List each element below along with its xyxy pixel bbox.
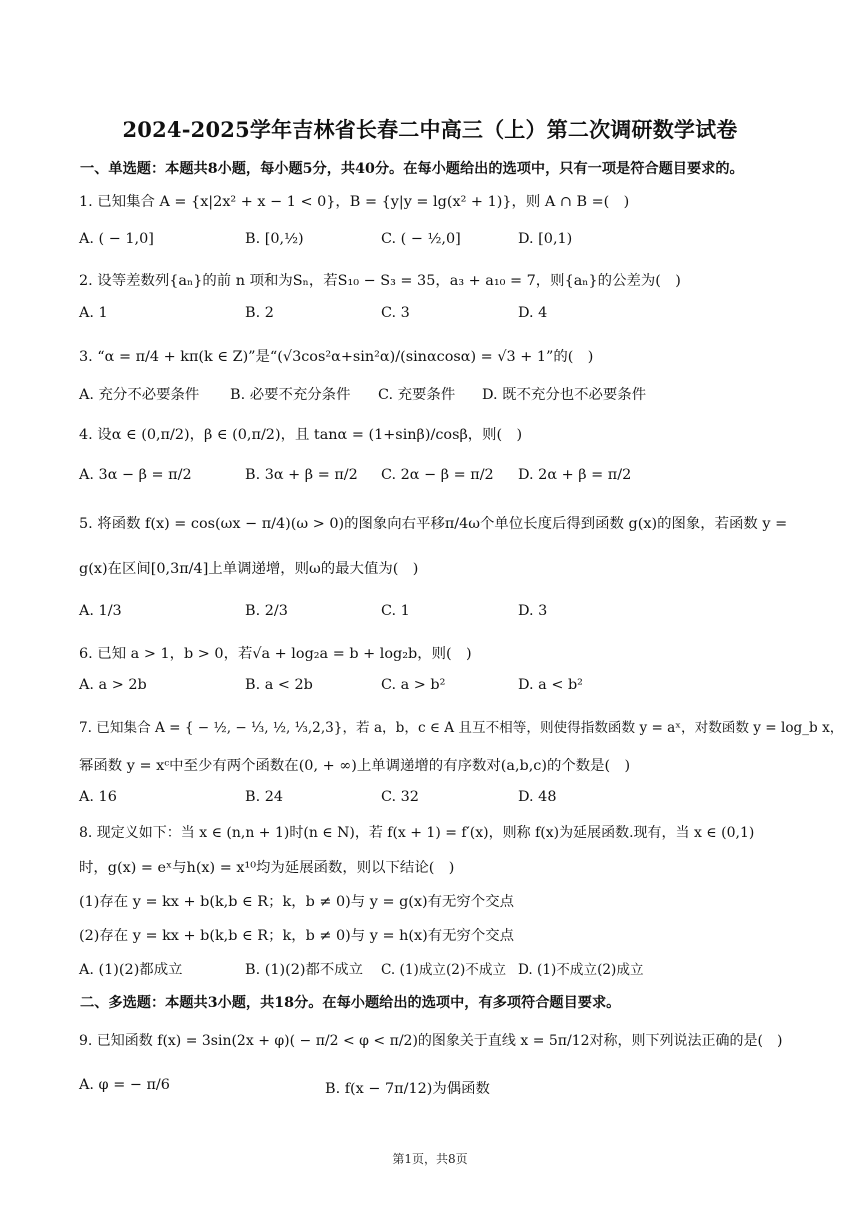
question-6-option-d: D. a < b² [518,677,583,693]
question-2-option-c: C. 3 [381,305,410,321]
question-8-statement-2: (2)存在 y = kx + b(k,b ∈ R；k，b ≠ 0)与 y = h(x)有无穷个交点 [79,928,515,944]
question-4-stem: 4. 设α ∈ (0,π/2)，β ∈ (0,π/2)，且 tanα = (1+sinβ)/cosβ，则( ) [79,427,523,443]
question-3-option-c: C. 充要条件 [378,387,456,403]
question-8-stem-line-1: 8. 现定义如下：当 x ∈ (n,n + 1)时(n ∈ N)，若 f(x + 1) = f′(x)，则称 f(x)为延展函数.现有，当 x ∈ (0,1) [79,825,755,841]
question-8-option-b: B. (1)(2)都不成立 [245,962,364,978]
question-9-stem: 9. 已知函数 f(x) = 3sin(2x + φ)( − π/2 < φ < π/2)的图象关于直线 x = 5π/12对称，则下列说法正确的是( ) [79,1033,783,1049]
question-7-option-c: C. 32 [381,789,419,805]
question-1-option-c: C. ( − ½,0] [381,231,461,247]
question-6-option-c: C. a > b² [381,677,446,693]
question-5-option-d: D. 3 [518,603,548,619]
question-8-statement-1: (1)存在 y = kx + b(k,b ∈ R；k，b ≠ 0)与 y = g(x)有无穷个交点 [79,894,514,910]
question-9-option-a: A. φ = − π/6 [79,1077,170,1093]
page-footer: 第1页，共8页 [392,1152,468,1166]
question-1-option-a: A. ( − 1,0] [79,231,154,247]
question-1-option-b: B. [0,½) [245,231,304,247]
question-7-option-a: A. 16 [79,789,117,805]
question-1-option-d: D. [0,1) [518,231,573,247]
question-3-stem: 3. “α = π/4 + kπ(k ∈ Z)”是“(√3cos²α+sin²α)/(sinαcosα) = √3 + 1”的( ) [79,349,594,365]
question-2-option-d: D. 4 [518,305,548,321]
question-4-option-b: B. 3α + β = π/2 [245,467,358,483]
question-6-option-a: A. a > 2b [79,677,147,693]
question-8-option-a: A. (1)(2)都成立 [79,962,183,978]
question-3-option-b: B. 必要不充分条件 [230,387,351,403]
question-8-stem-line-2: 时，g(x) = eˣ与h(x) = x¹⁰均为延展函数，则以下结论( ) [79,860,455,876]
question-4-option-d: D. 2α + β = π/2 [518,467,632,483]
section-single-choice-header: 一、单选题：本题共8小题，每小题5分，共40分。在每小题给出的选项中，只有一项是符合题目要求的。 [80,161,744,177]
question-2-option-a: A. 1 [79,305,108,321]
question-2-stem: 2. 设等差数列{aₙ}的前 n 项和为Sₙ，若S₁₀ − S₃ = 35，a₃ + a₁₀ = 7，则{aₙ}的公差为( ) [79,273,681,289]
question-3-option-d: D. 既不充分也不必要条件 [482,387,647,403]
question-5-stem-line-2: g(x)在区间[0,3π/4]上单调递增，则ω的最大值为( ) [79,561,419,577]
page-title: 2024-2025学年吉林省长春二中高三（上）第二次调研数学试卷 [122,117,738,142]
question-8-option-d: D. (1)不成立(2)成立 [518,962,644,978]
question-6-stem: 6. 已知 a > 1，b > 0，若√a + log₂a = b + log₂b，则( ) [79,646,472,662]
section-multiple-choice-header: 二、多选题：本题共3小题，共18分。在每小题给出的选项中，有多项符合题目要求。 [80,995,621,1011]
question-5-option-b: B. 2/3 [245,603,288,619]
question-7-stem-line-1: 7. 已知集合 A = { − ½, − ⅓, ½, ⅓,2,3}，若 a，b，c ∈ A 且互不相等，则使得指数函数 y = aˣ，对数函数 y = log_b x， [79,720,844,736]
question-7-option-d: D. 48 [518,789,557,805]
question-4-option-a: A. 3α − β = π/2 [79,467,192,483]
question-2-option-b: B. 2 [245,305,274,321]
question-7-stem-line-2: 幂函数 y = xᶜ中至少有两个函数在(0, + ∞)上单调递增的有序数对(a,b,c)的个数是( ) [79,758,631,774]
question-5-option-c: C. 1 [381,603,410,619]
question-3-option-a: A. 充分不必要条件 [79,387,200,403]
question-5-option-a: A. 1/3 [79,603,122,619]
question-8-option-c: C. (1)成立(2)不成立 [381,962,507,978]
question-4-option-c: C. 2α − β = π/2 [381,467,494,483]
question-5-stem-line-1: 5. 将函数 f(x) = cos(ωx − π/4)(ω > 0)的图象向右平移π/4ω个单位长度后得到函数 g(x)的图象，若函数 y = [79,516,788,532]
question-9-option-b: B. f(x − 7π/12)为偶函数 [325,1081,490,1097]
question-1-stem: 1. 已知集合 A = {x|2x² + x − 1 < 0}，B = {y|y = lg(x² + 1)}，则 A ∩ B =( ) [79,194,630,210]
question-7-option-b: B. 24 [245,789,284,805]
question-6-option-b: B. a < 2b [245,677,313,693]
